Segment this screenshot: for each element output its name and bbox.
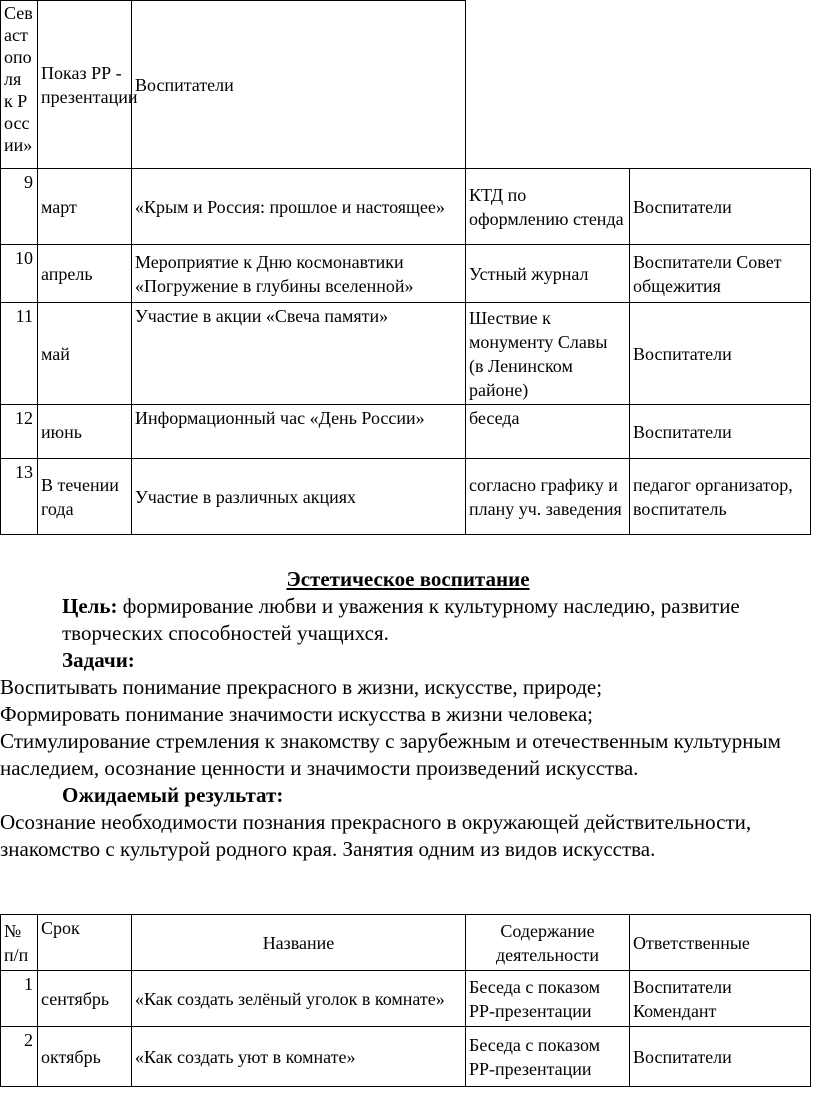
- row-month: сентябрь: [38, 971, 132, 1027]
- row-title: Участие в различных акциях: [132, 459, 466, 535]
- table-row: [1, 169, 811, 245]
- task-item: Воспитывать понимание прекрасного в жизни, искусстве, природе;: [0, 675, 603, 699]
- header-num: № п/п: [1, 915, 38, 971]
- row-title: «Как создать зелёный уголок в комнате»: [132, 971, 466, 1027]
- row-responsible: Воспитатели Совет общежития: [630, 245, 811, 303]
- table-row: [1, 405, 811, 459]
- task-item: Формировать понимание значимости искусства в жизни человека;: [0, 702, 594, 726]
- table-row: [1, 971, 811, 1027]
- table-row: [1, 1027, 811, 1087]
- row-form: КТД по оформлению стенда: [466, 169, 630, 245]
- tasks-label-text: Задачи:: [62, 648, 135, 672]
- events-table-aesthetic: [0, 914, 811, 1087]
- row-form: Устный журнал: [466, 245, 630, 303]
- row-responsible: Воспитатели: [630, 405, 811, 459]
- row-number: 9: [1, 169, 38, 245]
- table-cell: Воспитатели: [132, 1, 466, 169]
- row-month: март: [38, 169, 132, 245]
- table-row: [1, 1, 811, 169]
- table-row: [1, 245, 811, 303]
- row-form: Беседа с показом РР-презентации: [466, 1027, 630, 1087]
- row-month: май: [38, 303, 132, 405]
- row-title: Информационный час «День России»: [132, 405, 466, 459]
- row-responsible: Воспитатели Комендант: [630, 971, 811, 1027]
- row-title: Участие в акции «Свеча памяти»: [132, 303, 466, 405]
- row-responsible: Воспитатели: [630, 169, 811, 245]
- row-month: В течении года: [38, 459, 132, 535]
- table-row: [1, 303, 811, 405]
- row-title: «Крым и Россия: прошлое и настоящее»: [132, 169, 466, 245]
- header-name: Название: [132, 915, 466, 971]
- table-header-row: [1, 915, 811, 971]
- goal-text: формирование любви и уважения к культурному наследию, развитие творческих способностей учащихся.: [62, 594, 740, 645]
- row-number: 10: [1, 245, 38, 303]
- row-number: 13: [1, 459, 38, 535]
- table-cell: Показ РР - презентации: [38, 1, 132, 169]
- row-title: Мероприятие к Дню космонавтики «Погружение в глубины вселенной»: [132, 245, 466, 303]
- goal-paragraph: [0, 593, 816, 647]
- tasks-label: [0, 647, 816, 674]
- task-item: Стимулирование стремления к знакомству с зарубежным и отечественным культурным наследием, осознание ценности и значимости произведений искусства.: [0, 729, 781, 780]
- row-responsible: педагог организатор, воспитатель: [630, 459, 811, 535]
- row-responsible: Воспитатели: [630, 303, 811, 405]
- header-content: Содержание деятельности: [466, 915, 630, 971]
- events-table-patriotic: [0, 0, 811, 535]
- row-month: апрель: [38, 245, 132, 303]
- row-number: 12: [1, 405, 38, 459]
- row-form: Шествие к монументу Славы (в Ленинском районе): [466, 303, 630, 405]
- header-responsible: Ответственные: [630, 915, 811, 971]
- table-row: [1, 459, 811, 535]
- row-title: «Как создать уют в комнате»: [132, 1027, 466, 1087]
- table-cell: Севастополя к России»: [1, 1, 38, 169]
- header-term: Срок: [38, 915, 132, 971]
- row-number: 1: [1, 971, 38, 1027]
- row-month: октябрь: [38, 1027, 132, 1087]
- result-label: [0, 782, 816, 809]
- result-label-text: Ожидаемый результат:: [62, 783, 284, 807]
- section-heading: Эстетическое воспитание: [286, 567, 530, 591]
- goal-label: Цель:: [62, 594, 118, 618]
- result-text: Осознание необходимости познания прекрасного в окружающей действительности, знакомство с культурой родного края. Занятия одним из видов искусства.: [0, 810, 752, 861]
- row-form: беседа: [466, 405, 630, 459]
- row-form: согласно графику и плану уч. заведения: [466, 459, 630, 535]
- row-month: июнь: [38, 405, 132, 459]
- aesthetic-education-section: [0, 566, 816, 863]
- row-responsible: Воспитатели: [630, 1027, 811, 1087]
- row-form: Беседа с показом РР-презентации: [466, 971, 630, 1027]
- row-number: 11: [1, 303, 38, 405]
- row-number: 2: [1, 1027, 38, 1087]
